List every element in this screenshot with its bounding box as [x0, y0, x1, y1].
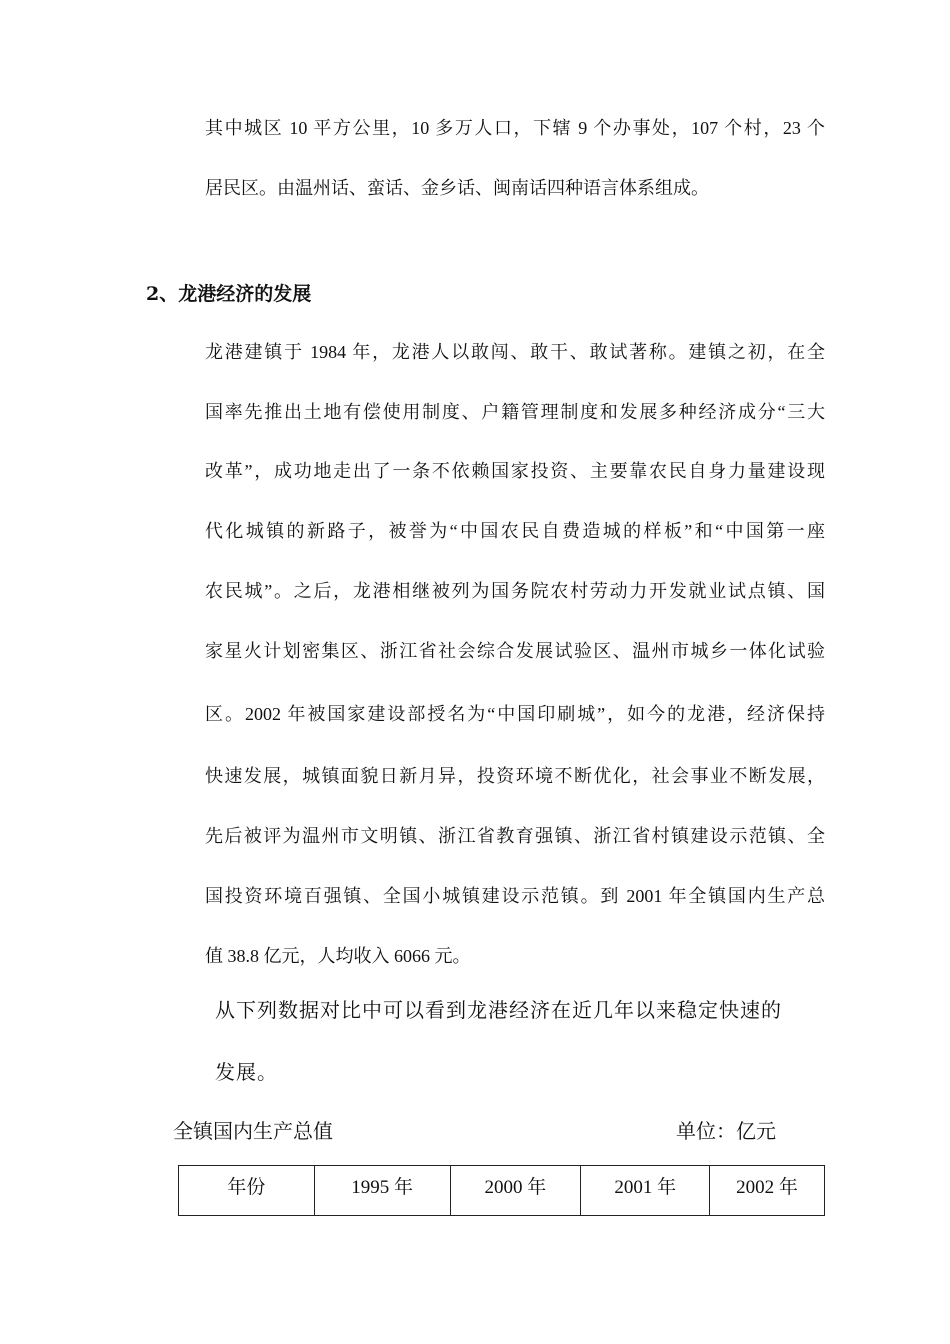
paragraph-line: 改革”，成功地走出了一条不依赖国家投资、主要靠农民自身力量建设现 [205, 461, 825, 481]
paragraph-line: 先后被评为温州市文明镇、浙江省教育强镇、浙江省村镇建设示范镇、全 [205, 826, 825, 846]
table-header-cell: 2001 年 [581, 1166, 710, 1216]
table-unit: 单位：亿元 [676, 1119, 776, 1143]
paragraph-line: 区。2002 年被国家建设部授名为“中国印刷城”，如今的龙港，经济保持 [205, 704, 825, 724]
data-intro-line-2: 发展。 [215, 1060, 278, 1084]
paragraph-line: 值 38.8 亿元，人均收入 6066 元。 [205, 946, 471, 966]
intro-line-1: 其中城区 10 平方公里，10 多万人口，下辖 9 个办事处，107 个村，23 个 [205, 118, 825, 138]
table-header-cell: 年份 [179, 1166, 315, 1216]
table-header-cell: 2002 年 [710, 1166, 825, 1216]
paragraph-line: 农民城”。之后，龙港相继被列为国务院农村劳动力开发就业试点镇、国 [205, 581, 825, 601]
paragraph-line: 代化城镇的新路子，被誉为“中国农民自费造城的样板”和“中国第一座 [205, 521, 825, 541]
table-header-row [179, 1166, 825, 1216]
paragraph-line: 龙港建镇于 1984 年，龙港人以敢闯、敢干、敢试著称。建镇之初，在全 [205, 342, 825, 362]
gdp-table [178, 1165, 825, 1216]
table-title: 全镇国内生产总值 [173, 1119, 333, 1143]
paragraph-line: 快速发展，城镇面貌日新月异，投资环境不断优化，社会事业不断发展， [205, 766, 825, 786]
paragraph-line: 国投资环境百强镇、全国小城镇建设示范镇。到 2001 年全镇国内生产总 [205, 886, 825, 906]
table-header-cell: 1995 年 [314, 1166, 450, 1216]
section-heading: 2、龙港经济的发展 [146, 283, 312, 305]
table-header-cell: 2000 年 [450, 1166, 581, 1216]
intro-line-2: 居民区。由温州话、蛮话、金乡话、闽南话四种语言体系组成。 [205, 178, 709, 198]
paragraph-line: 国率先推出土地有偿使用制度、户籍管理制度和发展多种经济成分“三大 [205, 402, 825, 422]
data-intro-line-1: 从下列数据对比中可以看到龙港经济在近几年以来稳定快速的 [215, 998, 782, 1022]
paragraph-line: 家星火计划密集区、浙江省社会综合发展试验区、温州市城乡一体化试验 [205, 641, 825, 661]
